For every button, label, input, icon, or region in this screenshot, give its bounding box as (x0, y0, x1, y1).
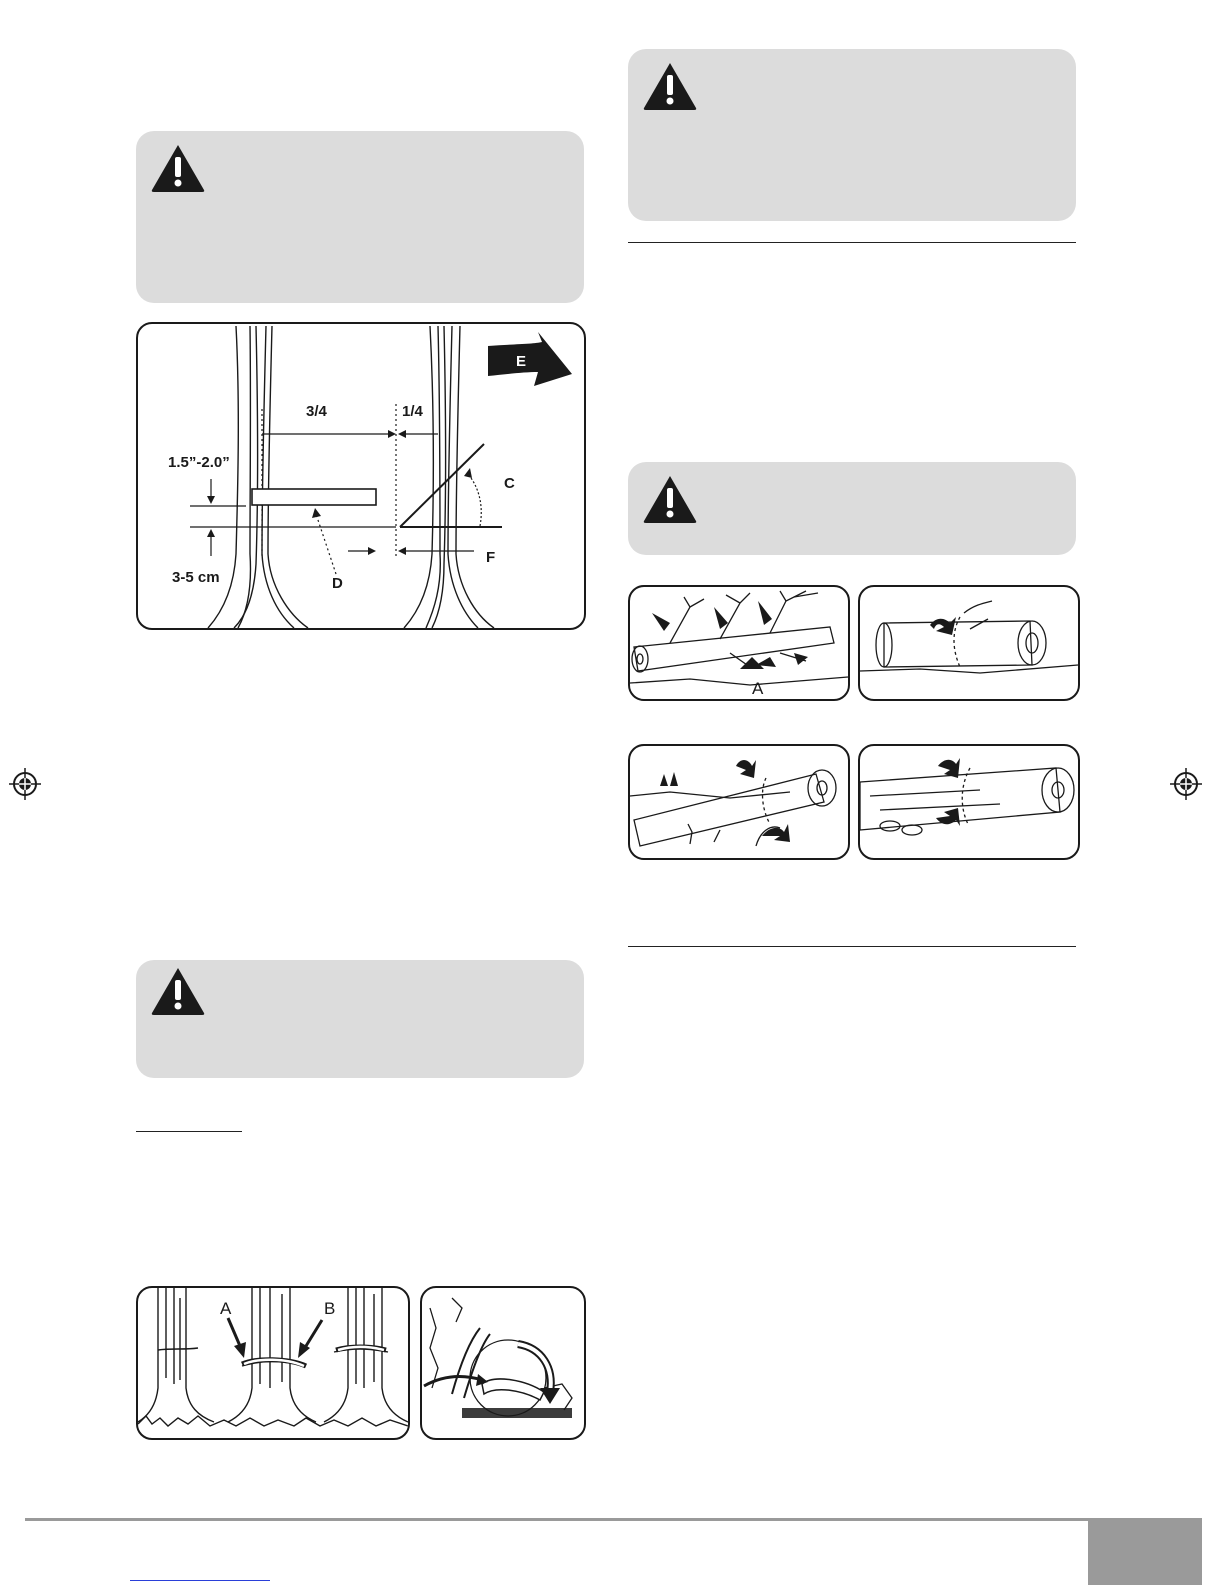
label-one-quarter: 1/4 (402, 403, 423, 420)
label-d: D (332, 575, 343, 592)
section-divider (628, 946, 1076, 947)
label-a: A (752, 679, 764, 698)
label-notch-depth: 1.5”-2.0” (168, 454, 230, 471)
warning-icon (150, 143, 206, 193)
label-c: C (504, 475, 515, 492)
label-hinge-height: 3-5 cm (172, 569, 220, 586)
registration-mark-icon (1170, 768, 1202, 800)
registration-mark-icon (9, 768, 41, 800)
warning-icon (150, 966, 206, 1016)
label-a: A (220, 1299, 232, 1318)
warning-box-1 (136, 131, 584, 303)
footer-link-underline[interactable] (130, 1580, 270, 1581)
cutting-rotation-figure (420, 1286, 586, 1440)
warning-box-2 (136, 960, 584, 1078)
section-heading-underline (136, 1131, 242, 1132)
page-number-tab (1088, 1518, 1202, 1585)
log-over-rock-figure (858, 744, 1080, 860)
label-b: B (324, 1299, 336, 1318)
footer-rule (25, 1518, 1088, 1521)
warning-box-3 (628, 49, 1076, 221)
felling-notch-diagram (136, 322, 586, 630)
limbing-figure (628, 585, 850, 701)
label-e: E (516, 353, 527, 370)
label-three-quarter: 3/4 (306, 403, 327, 420)
label-f: F (486, 549, 496, 566)
warning-icon (642, 474, 698, 524)
left-tree-trunk (208, 326, 308, 628)
log-on-ground-figure (858, 585, 1080, 701)
warning-icon (642, 61, 698, 111)
section-divider (628, 242, 1076, 243)
warning-box-4 (628, 462, 1076, 555)
log-over-ditch-figure (628, 744, 850, 860)
tree-base-figure (136, 1286, 410, 1440)
fall-direction-arrow (488, 332, 572, 386)
right-tree-trunk (404, 326, 494, 628)
